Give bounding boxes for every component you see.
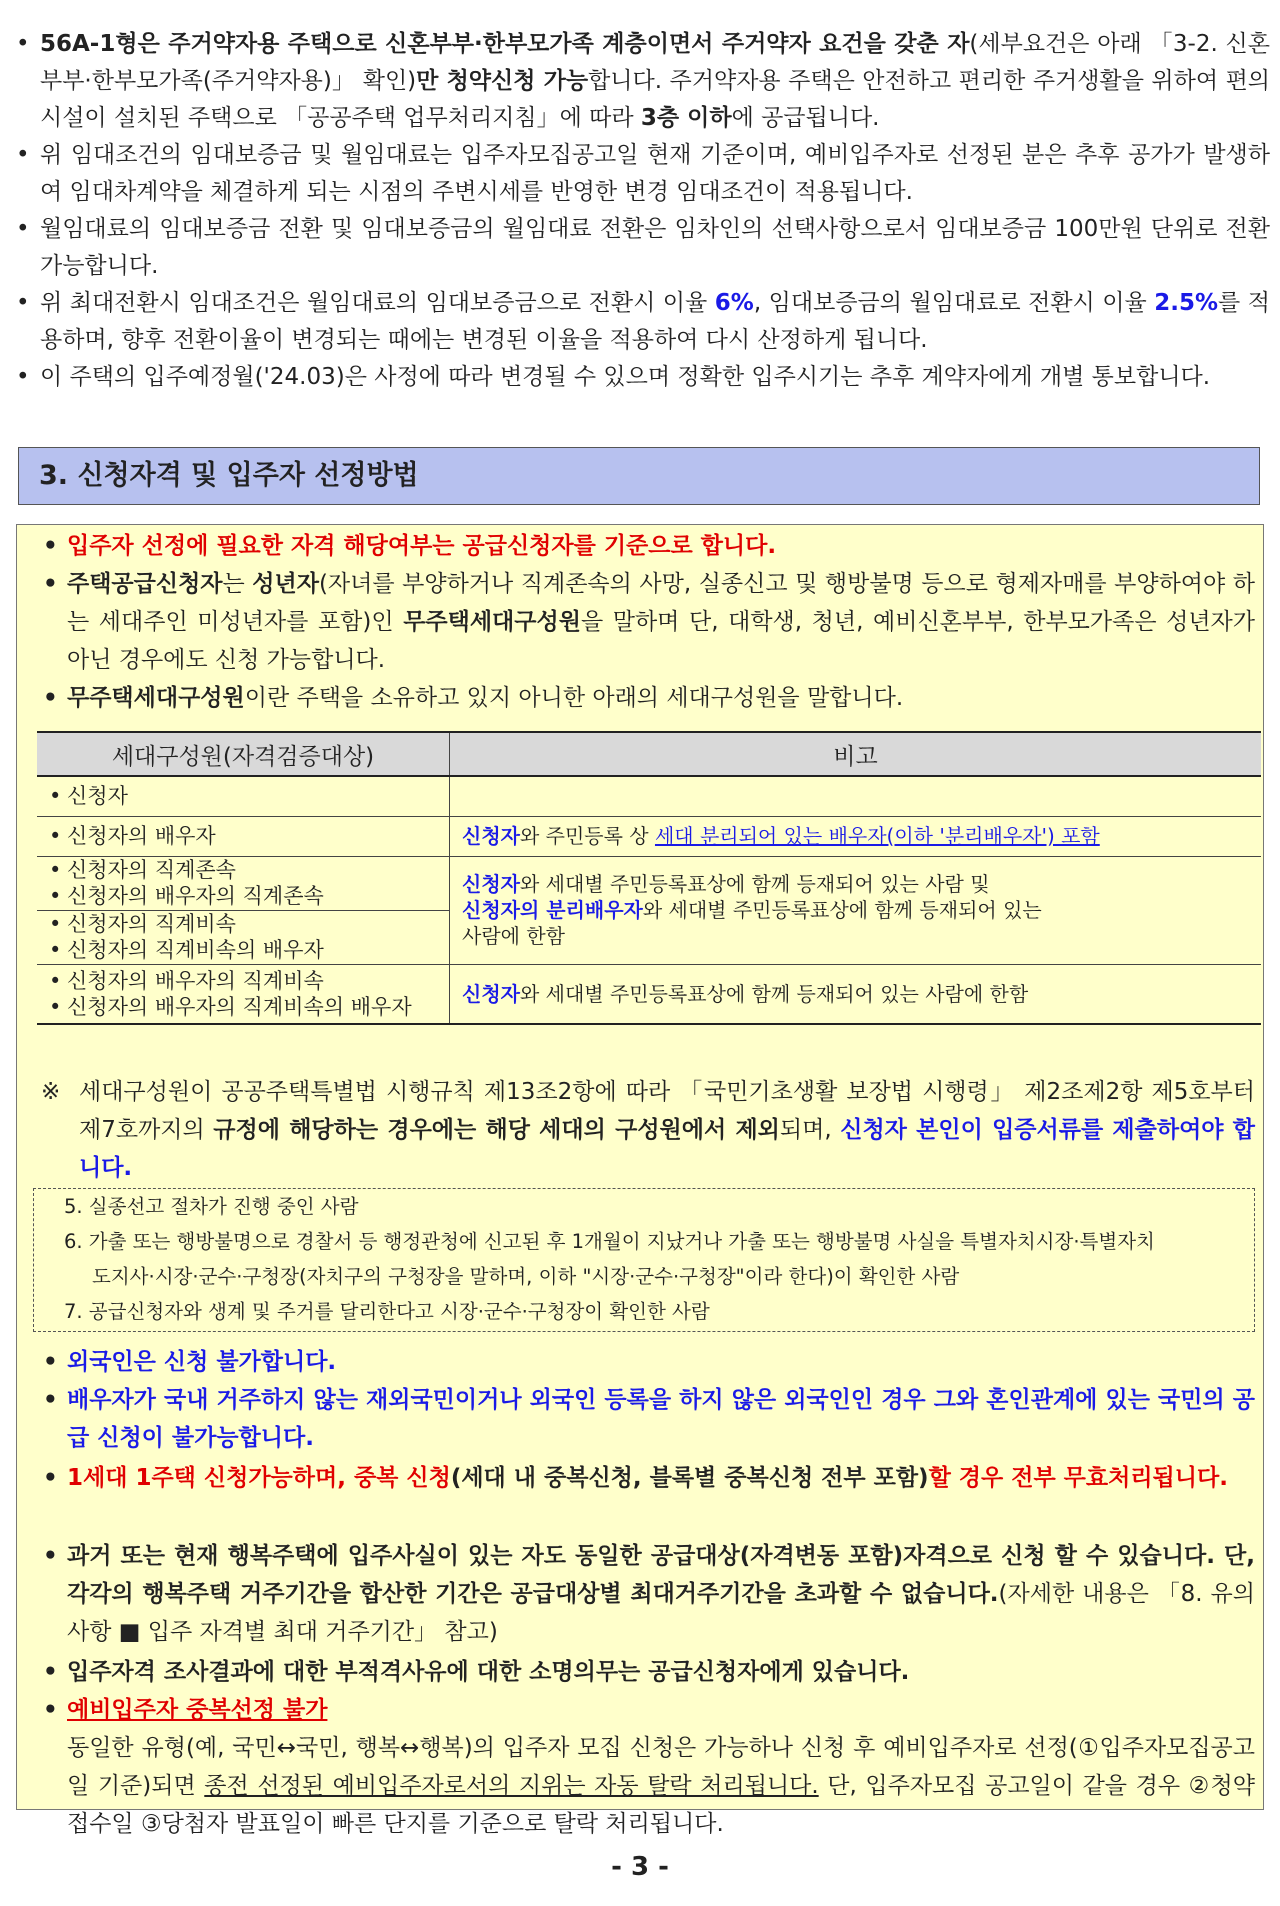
member-item: • 신청자 — [49, 783, 449, 809]
text: 무주택세대구성원 — [403, 609, 581, 635]
text: , 임대보증금의 월임대료로 전환시 이율 — [753, 290, 1155, 316]
list-item: 5. 실종선고 절차가 진행 중인 사람 — [64, 1195, 359, 1218]
table-row — [37, 856, 1261, 910]
panel-bullet: • 입주자격 조사결과에 대한 부적격사유에 대한 소명의무는 공급신청자에게 있습니다. — [29, 1653, 1255, 1691]
text: 세대구성원이 공공주택특별법 시행규칙 제13조2항에 따라 「국민기초생활 보장법 시행령」 제2조제2항 제5호부터 제7호까지의 — [79, 1079, 1255, 1143]
member-item: • 신청자의 직계비속 — [49, 911, 449, 937]
text: 와 세대별 주민등록표상에 함께 등재되어 있는 — [642, 898, 1042, 922]
member-item: • 신청자의 배우자 — [49, 823, 449, 849]
text: 무주택세대구성원 — [67, 685, 245, 711]
text: 는 — [222, 571, 253, 597]
top-bullet: • 월임대료의 임대보증금 전환 및 임대보증금의 월임대료 전환은 임차인의 선택사항으로서 임대보증금 100만원 단위로 전환 가능합니다. — [8, 211, 1270, 285]
text: 만 청약신청 가능 — [416, 68, 589, 94]
remark-cell — [450, 964, 1262, 1024]
member-item: • 신청자의 직계존속 — [49, 857, 449, 883]
text: 1세대 1주택 신청가능하며, 중복 신청 — [67, 1465, 451, 1491]
text: (자세한 내용은 「8. 유의사항 ■ 입주 자격별 최대 거주기간」 참고) — [67, 1581, 1255, 1645]
text: 3층 이하 — [640, 105, 732, 131]
text: 세대 분리되어 있는 배우자(이하 '분리배우자') 포함 — [654, 824, 1100, 848]
text: 을 말하며 단, 대학생, 청년, 예비신혼부부, 한부모가족은 성년자가 아닌 경우에도 신청 가능합니다. — [67, 609, 1255, 673]
text: 예비입주자 중복선정 불가 — [67, 1697, 328, 1723]
text: 신청자 본인이 입증서류를 제출하여야 합니다. — [79, 1117, 1255, 1181]
top-bullet — [8, 285, 1270, 359]
panel-bullet: • 외국인은 신청 불가합니다. — [29, 1343, 1255, 1381]
text: 신청자의 분리배우자 — [462, 898, 643, 922]
panel-bullet — [29, 1537, 1255, 1651]
text: 신청자 — [462, 824, 520, 848]
text: 신청자 — [462, 981, 520, 1006]
page-number: - 3 - — [611, 1852, 669, 1882]
table-header: 세대구성원(자격검증대상) — [37, 732, 450, 776]
text: (세부요건은 아래 「3-2. 신혼부부·한부모가족(주거약자용)」 확인) — [40, 31, 1270, 94]
rate-value: 6% — [714, 290, 754, 316]
panel-bullet — [29, 1459, 1255, 1497]
panel-bullet — [29, 679, 1255, 717]
text: 동일한 유형(예, 국민↔국민, 행복↔행복)의 입주자 모집 신청은 가능하나 신청 후 예비입주자로 선정(①입주자모집공고일 기준)되면 — [67, 1735, 1255, 1799]
text: 할 경우 전부 무효처리됩니다. — [928, 1465, 1228, 1491]
table-row — [37, 776, 1261, 816]
member-item: • 신청자의 배우자의 직계비속의 배우자 — [49, 994, 449, 1020]
member-item: • 신청자의 배우자의 직계비속 — [49, 968, 449, 994]
panel-bullet — [29, 565, 1255, 679]
table-header: 비고 — [450, 732, 1262, 776]
top-bullet — [8, 26, 1270, 137]
eligibility-panel — [16, 524, 1264, 1837]
table-row — [37, 816, 1261, 856]
member-item: • 신청자의 직계비속의 배우자 — [49, 937, 449, 963]
text: 위 최대전환시 임대조건은 월임대료의 임대보증금으로 전환시 이율 — [40, 290, 715, 316]
text: 신청자 — [462, 872, 520, 896]
text: 에 공급됩니다. — [731, 105, 880, 131]
member-item: • 신청자의 배우자의 직계존속 — [49, 883, 449, 909]
household-members-table — [37, 731, 1261, 1025]
text: 사람에 한함 — [462, 924, 565, 948]
text: 합니다. 주거약자용 주택은 안전하고 편리한 주거생활을 위하여 편의시설이 설치된 주택으로 「공공주택 업무처리지침」에 따라 — [40, 68, 1271, 131]
exclusion-list-box — [33, 1188, 1255, 1332]
text: (자녀를 부양하거나 직계존속의 사망, 실종신고 및 행방불명 등으로 형제자매를 부양하여야 하는 세대주인 미성년자를 포함)인 — [67, 571, 1255, 635]
text: 규정에 해당하는 경우에는 해당 세대의 구성원에서 제외 — [213, 1117, 780, 1143]
list-item: 도지사·시장·군수·구청장(자치구의 구청장을 말하며, 이하 "시장·군수·구청장"이라 한다)이 확인한 사람 — [92, 1265, 960, 1288]
text: 과거 또는 현재 행복주택에 입주사실이 있는 자도 동일한 공급대상(자격변동 포함)자격으로 신청 할 수 있습니다. 단, 각각의 행복주택 거주기간을 합산한 기간은 공급대상별 최대거주기간을 초과할 수 없습니다. — [67, 1543, 1255, 1607]
text: 단, 입주자모집 공고일이 같을 경우 ②청약 접수일 ③당첨자 발표일이 빠른 단지를 기준으로 탈락 처리됩니다. — [67, 1773, 1255, 1837]
top-notes — [8, 26, 1270, 396]
text: 성년자 — [252, 571, 319, 597]
note-mark: ※ — [41, 1079, 61, 1105]
text: 와 세대별 주민등록표상에 함께 등재되어 있는 사람 및 — [519, 872, 990, 896]
text: 되며, — [779, 1117, 841, 1143]
panel-bullet — [29, 1691, 1255, 1843]
remark-cell — [450, 856, 1262, 964]
section-title: 3. 신청자격 및 입주자 선정방법 — [18, 447, 1260, 505]
top-bullet: • 이 주택의 입주예정월('24.03)은 사정에 따라 변경될 수 있으며 정확한 입주시기는 추후 계약자에게 개별 통보합니다. — [8, 359, 1270, 396]
text: 종전 선정된 예비입주자로서의 지위는 자동 탈락 처리됩니다. — [204, 1773, 819, 1799]
panel-bullet: • 배우자가 국내 거주하지 않는 재외국민이거나 외국인 등록을 하지 않은 외국인인 경우 그와 혼인관계에 있는 국민의 공급 신청이 불가능합니다. — [29, 1381, 1255, 1457]
top-bullet: • 위 임대조건의 임대보증금 및 월임대료는 입주자모집공고일 현재 기준이며, 예비입주자로 선정된 분은 추후 공가가 발생하여 임대차계약을 체결하게 되는 시점의 주변시세를 반영한 변경 임대조건이 적용됩니다. — [8, 137, 1270, 211]
text: (세대 내 중복신청, 블록별 중복신청 전부 포함) — [450, 1465, 929, 1491]
text: 와 세대별 주민등록표상에 함께 등재되어 있는 사람에 한함 — [519, 981, 1029, 1006]
list-item: 7. 공급신청자와 생계 및 주거를 달리한다고 시장·군수·구청장이 확인한 사람 — [64, 1300, 710, 1323]
text: 를 적용하며, 향후 전환이율이 변경되는 때에는 변경된 이율을 적용하여 다시 산정하게 됩니다. — [40, 290, 1271, 353]
exclusion-note — [29, 1073, 1255, 1187]
rate-value: 2.5% — [1154, 290, 1219, 316]
text: 와 주민등록 상 — [519, 824, 655, 848]
list-item: 6. 가출 또는 행방불명으로 경찰서 등 행정관청에 신고된 후 1개월이 지났거나 가출 또는 행방불명 사실을 특별자치시장·특별자치 — [64, 1230, 1155, 1253]
panel-bullet: • 입주자 선정에 필요한 자격 해당여부는 공급신청자를 기준으로 합니다. — [29, 527, 1255, 565]
text: 56A-1형은 주거약자용 주택으로 신혼부부·한부모가족 계층이면서 주거약자 요건을 갖춘 자 — [40, 31, 970, 57]
text: 주택공급신청자 — [67, 571, 223, 597]
remark-cell — [450, 816, 1262, 856]
text: 이란 주택을 소유하고 있지 아니한 아래의 세대구성원을 말합니다. — [244, 685, 904, 711]
table-row — [37, 964, 1261, 1024]
